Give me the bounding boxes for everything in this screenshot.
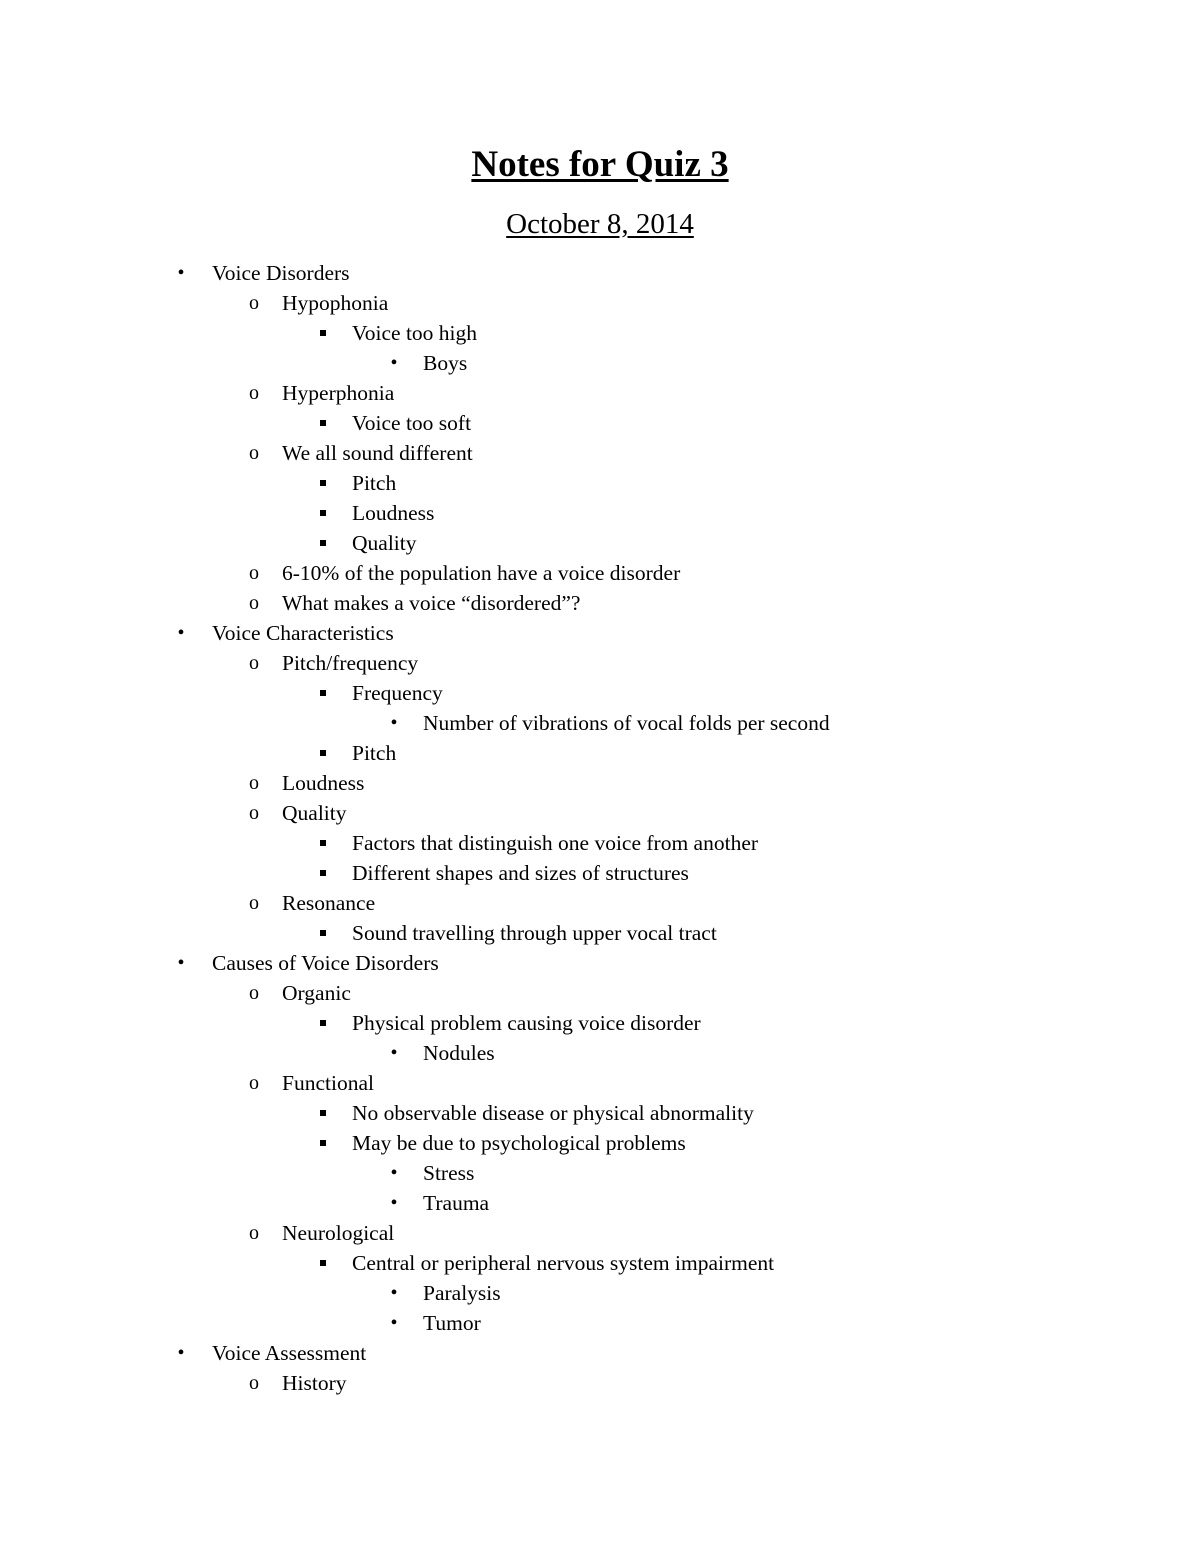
square-bullet-icon (313, 828, 333, 858)
outline-item-level-3 (0, 498, 1200, 528)
outline-item-level-4 (0, 1158, 1200, 1188)
square-bullet-icon (313, 678, 333, 708)
outline-item-level-3 (0, 1128, 1200, 1158)
outline-item-level-2 (0, 378, 1200, 408)
square-bullet-icon (313, 498, 333, 528)
outline-item-level-3 (0, 528, 1200, 558)
dot-bullet-icon: • (177, 262, 185, 284)
outline-item-level-2 (0, 1368, 1200, 1398)
circle-outline-bullet-icon: o (249, 1372, 259, 1394)
outline-item-level-3 (0, 858, 1200, 888)
square-bullet-shape (320, 540, 326, 546)
outline-item-text: Central or peripheral nervous system impairment (352, 1251, 775, 1275)
outline-item-level-2 (0, 1218, 1200, 1248)
circle-outline-bullet-icon: o (249, 1072, 259, 1094)
outline-item-level-1 (0, 948, 1200, 978)
outline-item-text: Neurological (282, 1221, 395, 1245)
square-bullet-shape (320, 1110, 326, 1116)
square-bullet-icon (313, 1098, 333, 1128)
outline-item-text: Frequency (352, 681, 443, 705)
outline-item-text: Organic (282, 981, 351, 1005)
circle-outline-bullet-icon: o (249, 1222, 259, 1244)
square-bullet-icon (313, 738, 333, 768)
circle-outline-bullet-icon: o (249, 802, 259, 824)
circle-outline-bullet-icon: o (249, 292, 259, 314)
outline-item-level-4 (0, 348, 1200, 378)
outline-item-text: We all sound different (282, 441, 473, 465)
square-bullet-shape (320, 840, 326, 846)
outline-item-text: Quality (282, 801, 347, 825)
square-bullet-shape (320, 750, 326, 756)
outline-item-level-1 (0, 1338, 1200, 1368)
outline-item-level-3 (0, 1248, 1200, 1278)
outline-item-level-3 (0, 738, 1200, 768)
outline-item-text: Functional (282, 1071, 374, 1095)
dot-bullet-icon: • (177, 952, 185, 974)
circle-outline-bullet-icon: o (249, 892, 259, 914)
dot-bullet-icon: • (390, 1042, 398, 1064)
outline-item-text: Pitch/frequency (282, 651, 419, 675)
outline-item-text: Voice too high (352, 321, 478, 345)
square-bullet-shape (320, 420, 326, 426)
outline-item-level-4 (0, 708, 1200, 738)
outline-item-text: No observable disease or physical abnormality (352, 1101, 754, 1125)
outline-item-text: Physical problem causing voice disorder (352, 1011, 701, 1035)
outline-item-level-2 (0, 978, 1200, 1008)
outline-item-text: Pitch (352, 741, 397, 765)
circle-outline-bullet-icon: o (249, 592, 259, 614)
outline-item-text: Hyperphonia (282, 381, 395, 405)
outline-item-text: Quality (352, 531, 417, 555)
outline-item-level-3 (0, 1098, 1200, 1128)
page-title (0, 141, 1200, 189)
square-bullet-shape (320, 1260, 326, 1266)
circle-outline-bullet-icon: o (249, 652, 259, 674)
outline-item-text: Pitch (352, 471, 397, 495)
outline-item-level-2 (0, 288, 1200, 318)
circle-outline-bullet-icon: o (249, 382, 259, 404)
outline-item-level-2 (0, 438, 1200, 468)
outline-item-level-3 (0, 828, 1200, 858)
outline-item-level-2 (0, 768, 1200, 798)
outline-item-text: May be due to psychological problems (352, 1131, 686, 1155)
outline-item-level-1 (0, 258, 1200, 288)
date-text: October 8, 2014 (506, 208, 694, 240)
outline-item-text: Factors that distinguish one voice from another (352, 831, 759, 855)
outline-item-text: Trauma (423, 1191, 490, 1215)
outline-item-level-3 (0, 918, 1200, 948)
outline-item-text: Loudness (352, 501, 435, 525)
square-bullet-icon (313, 858, 333, 888)
square-bullet-shape (320, 1020, 326, 1026)
notes-outline (0, 258, 1200, 1398)
square-bullet-icon (313, 468, 333, 498)
square-bullet-icon (313, 1008, 333, 1038)
outline-item-text: Paralysis (423, 1281, 501, 1305)
dot-bullet-icon: • (390, 1192, 398, 1214)
dot-bullet-icon: • (390, 1312, 398, 1334)
outline-item-text: Stress (423, 1161, 475, 1185)
outline-item-level-3 (0, 318, 1200, 348)
outline-item-text: Causes of Voice Disorders (212, 951, 439, 975)
outline-item-level-2 (0, 1068, 1200, 1098)
outline-item-level-4 (0, 1278, 1200, 1308)
square-bullet-icon (313, 408, 333, 438)
outline-item-text: What makes a voice “disordered”? (282, 591, 581, 615)
square-bullet-shape (320, 510, 326, 516)
outline-item-level-4 (0, 1308, 1200, 1338)
circle-outline-bullet-icon: o (249, 442, 259, 464)
square-bullet-icon (313, 528, 333, 558)
outline-item-level-3 (0, 1008, 1200, 1038)
title-text: Notes for Quiz 3 (471, 144, 729, 185)
dot-bullet-icon: • (390, 1282, 398, 1304)
dot-bullet-icon: • (177, 1342, 185, 1364)
circle-outline-bullet-icon: o (249, 982, 259, 1004)
outline-item-level-2 (0, 558, 1200, 588)
outline-item-level-2 (0, 798, 1200, 828)
outline-item-text: Voice Disorders (212, 261, 350, 285)
outline-item-text: Sound travelling through upper vocal tract (352, 921, 717, 945)
square-bullet-icon (313, 318, 333, 348)
outline-item-level-1 (0, 618, 1200, 648)
outline-item-text: Loudness (282, 771, 365, 795)
dot-bullet-icon: • (390, 1162, 398, 1184)
dot-bullet-icon: • (390, 352, 398, 374)
square-bullet-shape (320, 330, 326, 336)
outline-item-level-3 (0, 408, 1200, 438)
dot-bullet-icon: • (390, 712, 398, 734)
outline-item-text: Voice Characteristics (212, 621, 394, 645)
outline-item-level-4 (0, 1038, 1200, 1068)
outline-item-text: Different shapes and sizes of structures (352, 861, 689, 885)
outline-item-text: 6-10% of the population have a voice disorder (282, 561, 681, 585)
square-bullet-shape (320, 1140, 326, 1146)
outline-item-level-2 (0, 588, 1200, 618)
square-bullet-shape (320, 870, 326, 876)
outline-item-level-4 (0, 1188, 1200, 1218)
square-bullet-shape (320, 930, 326, 936)
outline-item-text: Voice Assessment (212, 1341, 367, 1365)
page-date (0, 205, 1200, 243)
outline-item-text: Nodules (423, 1041, 495, 1065)
outline-item-text: Number of vibrations of vocal folds per second (423, 711, 830, 735)
outline-item-text: History (282, 1371, 347, 1395)
outline-item-text: Hypophonia (282, 291, 389, 315)
square-bullet-icon (313, 918, 333, 948)
circle-outline-bullet-icon: o (249, 772, 259, 794)
dot-bullet-icon: • (177, 622, 185, 644)
outline-item-level-2 (0, 888, 1200, 918)
outline-item-level-3 (0, 678, 1200, 708)
square-bullet-shape (320, 480, 326, 486)
outline-item-text: Resonance (282, 891, 376, 915)
outline-item-level-2 (0, 648, 1200, 678)
outline-item-text: Boys (423, 351, 468, 375)
outline-item-level-3 (0, 468, 1200, 498)
square-bullet-icon (313, 1128, 333, 1158)
square-bullet-icon (313, 1248, 333, 1278)
square-bullet-shape (320, 690, 326, 696)
outline-item-text: Voice too soft (352, 411, 472, 435)
circle-outline-bullet-icon: o (249, 562, 259, 584)
outline-item-text: Tumor (423, 1311, 481, 1335)
